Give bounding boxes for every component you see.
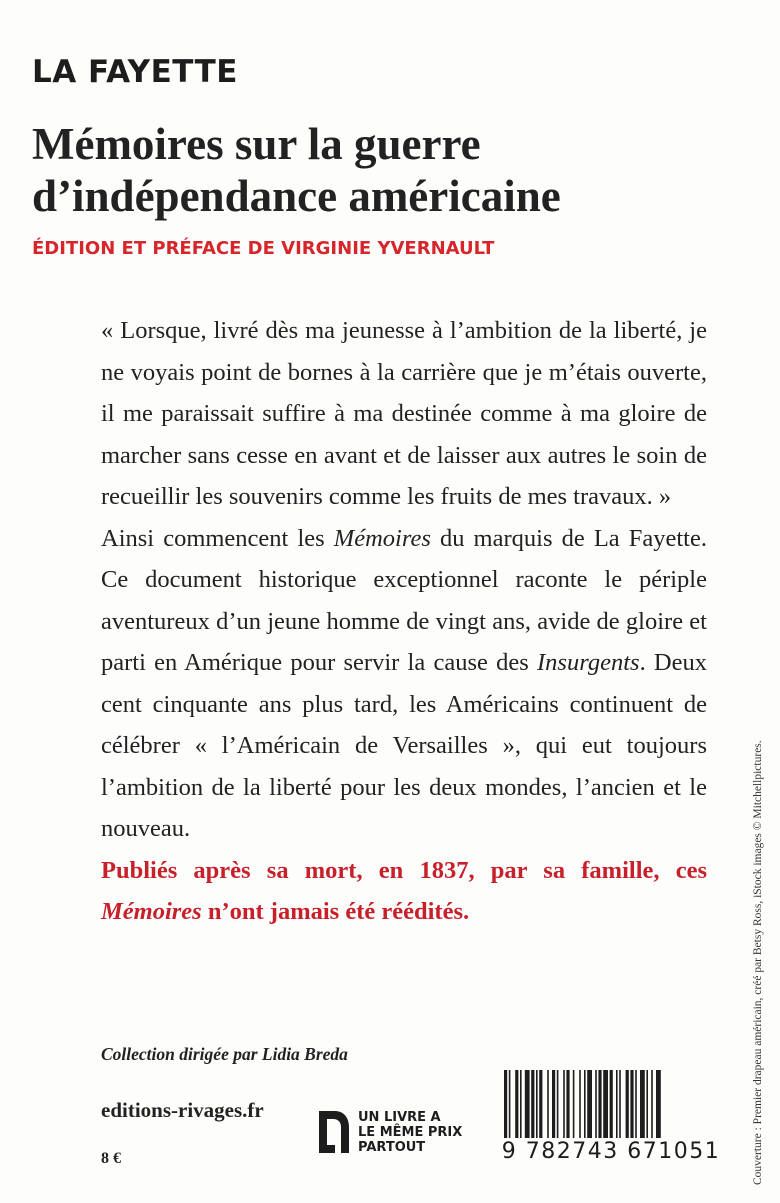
- cover-credit: Couverture : Premier drapeau américain, créé par Betsy Ross, iStock images © Mitchellpictures.: [752, 740, 764, 1185]
- barcode-bar: [504, 1070, 507, 1142]
- barcode-bar: [656, 1070, 661, 1142]
- barcode-bar: [515, 1070, 518, 1142]
- barcode-bar: [563, 1070, 565, 1142]
- prix-unique-label: [358, 1110, 462, 1155]
- barcode-bar: [598, 1070, 601, 1142]
- barcode-bar: [619, 1070, 621, 1142]
- prix-unique-line: LE MÊME PRIX: [358, 1125, 463, 1140]
- blurb-description: [101, 518, 707, 850]
- barcode-bar: [573, 1070, 575, 1142]
- blurb-quote: « Lorsque, livré dès ma jeunesse à l’ambition de la liberté, je ne voyais point de bornes à la carrière que je m’étais ouverte, il me paraissait suffire à ma destinée comme à ma gloire de marcher sans cesse en avant et de laisser aux autres le soin de recueillir les souvenirs comme les fruits de mes travaux. »: [101, 317, 707, 510]
- barcode-bar: [626, 1070, 629, 1142]
- barcode-bar: [616, 1070, 618, 1142]
- barcode-bar: [587, 1070, 592, 1142]
- barcode-bar: [651, 1070, 653, 1142]
- barcode-bar: [635, 1070, 637, 1142]
- barcode-bar: [525, 1070, 530, 1142]
- barcode-bar: [603, 1070, 608, 1142]
- barcode-bar: [610, 1070, 613, 1142]
- barcode-bar: [579, 1070, 581, 1142]
- blurb-italic-insurgents: Insurgents: [537, 649, 640, 676]
- blurb-text: Ainsi commencent les: [101, 524, 334, 552]
- barcode-bar: [547, 1070, 549, 1142]
- isbn-digits: 9 782743 671051: [498, 1138, 724, 1166]
- prix-unique-line: PARTOUT: [358, 1140, 426, 1155]
- barcode-bar: [509, 1070, 511, 1142]
- barcode-bar: [539, 1070, 542, 1142]
- author-name: LA FAYETTE: [32, 54, 238, 90]
- publisher-website: editions-rivages.fr: [101, 1098, 264, 1122]
- barcode-bar: [531, 1070, 534, 1142]
- barcode-bar: [536, 1070, 538, 1142]
- prix-unique-logo-icon: [315, 1109, 351, 1155]
- barcode-bar: [520, 1070, 522, 1142]
- barcode-bar: [566, 1070, 569, 1142]
- barcode-bar: [630, 1070, 633, 1142]
- highlight-text: n’ont jamais été réédités.: [201, 898, 470, 925]
- barcode-bar: [557, 1070, 559, 1142]
- blurb-highlight: [101, 850, 707, 933]
- blurb-text: du marquis de La Fayette. Ce document historique exceptionnel raconte le périple aventureux d’un jeune homme de vingt ans, avide de gloire et parti en Amérique pour servir la cause des: [101, 524, 707, 676]
- blurb-italic-memoires: Mémoires: [333, 524, 431, 552]
- collection-credit: Collection dirigée par Lidia Breda: [101, 1044, 348, 1064]
- price: 8 €: [101, 1150, 121, 1167]
- highlight-text: Publiés après sa mort, en 1837, par sa famille, ces: [101, 856, 707, 884]
- highlight-italic-memoires: Mémoires: [101, 898, 202, 925]
- edition-preface-credit: ÉDITION ET PRÉFACE DE VIRGINIE YVERNAULT: [32, 238, 495, 259]
- blurb-text: . Deux cent cinquante ans plus tard, les Américains continuent de célébrer « l’Américain de Versailles », qui eut toujours l’ambition de la liberté pour les deux mondes, l’ancien et le nouveau.: [101, 649, 707, 842]
- barcode-bar: [584, 1070, 586, 1142]
- barcode-bar: [640, 1070, 645, 1142]
- blurb: [101, 310, 707, 933]
- barcode-bar: [552, 1070, 555, 1142]
- barcode-bar: [646, 1070, 648, 1142]
- book-title: Mémoires sur la guerre d’indépendance américaine: [32, 119, 561, 221]
- prix-unique-line: UN LIVRE A: [358, 1110, 441, 1125]
- barcode-bar: [595, 1070, 597, 1142]
